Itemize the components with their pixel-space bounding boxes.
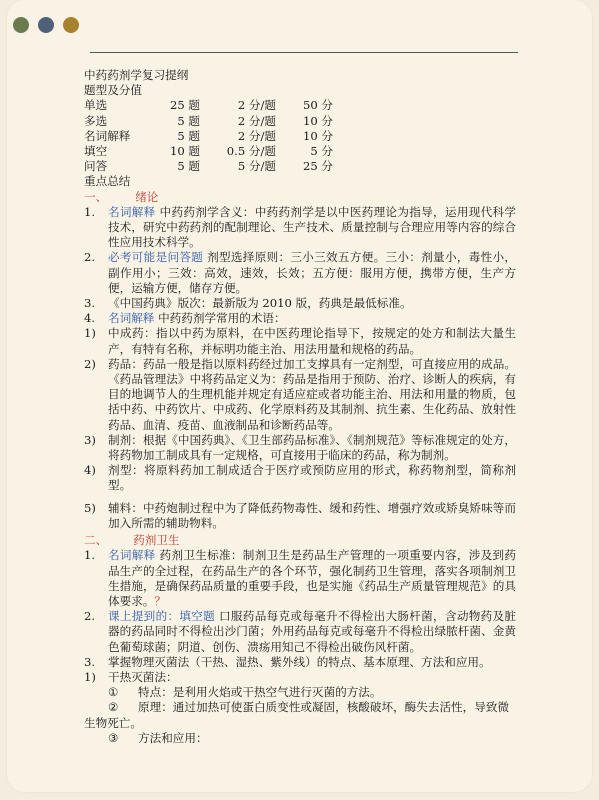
- control-dot-gold[interactable]: [63, 17, 79, 33]
- section-heading-2: 二、 药剂卫生: [84, 533, 180, 548]
- table-cell: 10 题: [169, 144, 200, 159]
- table-cell: 0.5 分/题: [226, 144, 276, 159]
- window-controls: [13, 17, 79, 33]
- terms-list: [84, 326, 516, 531]
- circled-item: ① 特点：是利用火焰或干热空气进行灭菌的方法。: [108, 685, 382, 700]
- tag-label: 名词解释: [108, 204, 156, 219]
- table-cell: 2 分/题: [237, 98, 276, 113]
- table-cell: 问答: [84, 159, 108, 174]
- table-cell: 10 分: [302, 128, 333, 143]
- term-item: 5) 辅料：中药炮制过程中为了降低药物毒性、缓和药性、增强疗效或矫臭矫味等而加入所需的辅助物料。: [84, 500, 516, 530]
- tag-label: 必考可能是问答题: [108, 250, 204, 265]
- table-cell: 单选: [84, 98, 108, 113]
- table-row: [84, 114, 333, 129]
- list-item: 3. 《中国药典》版次：最新版为 2010 版，药典是最低标准。: [84, 296, 412, 311]
- score-header: 题型及分值: [84, 83, 142, 98]
- circled-item: ③ 方法和应用：: [108, 730, 208, 745]
- table-cell: 5 分: [310, 144, 333, 159]
- tag-label: 名词解释: [108, 548, 156, 563]
- table-row: [84, 144, 333, 159]
- list-item: 2. 必考可能是问答题 剂型选择原则：三小三效五方便。三小：剂量小，毒性小，副作用小；三效：高效，速效，长效；五方便：服用方便，携带方便，生产方便，运输方便，储存方便。: [84, 250, 516, 295]
- question-mark: ？: [154, 593, 166, 608]
- table-cell: 5 题: [177, 113, 200, 128]
- table-cell: 填空: [84, 144, 108, 159]
- tag-label: 名词解释: [108, 311, 155, 326]
- table-cell: 2 分/题: [237, 128, 276, 143]
- list-item: 1. 名词解释 药剂卫生标准：制剂卫生是药品生产管理的一项重要内容，涉及到药品生产的全过程，在药品生产的各个环节，强化制药卫生管理，落实各项制剂卫生措施，是确保药品质量的重要手段，也是实施《药品生产质量管理规范》的具体要求。？: [84, 548, 516, 608]
- tag-label: 课上提到的：填空题: [108, 609, 216, 624]
- table-cell: 5 题: [177, 159, 200, 174]
- table-cell: 5 分/题: [237, 159, 276, 174]
- term-item: 4) 剂型：将原料药加工制成适合于医疗或预防应用的形式，称药物剂型，简称剂型。: [84, 463, 516, 493]
- document-body: [84, 68, 516, 746]
- term-item: 3) 制剂：根据《中国药典》、《卫生部药品标准》、《制剂规范》等标准规定的处方，将药物加工制成具有一定规格，可直接用于临床的药品，称为制剂。: [84, 432, 516, 463]
- table-cell: 25 分: [302, 159, 333, 174]
- table-cell: 10 分: [302, 113, 333, 128]
- list-item: 4. 名词解释 中药药剂学常用的术语：: [84, 311, 286, 326]
- score-table: [84, 98, 333, 174]
- document-title: 中药药剂学复习提纲: [84, 68, 189, 82]
- section-heading-1: 一、 绪论: [84, 189, 159, 204]
- table-cell: 2 分/题: [237, 113, 276, 128]
- table-row: [84, 159, 333, 174]
- term-item: 2) 药品：药品一般是指以原料药经过加工支撑具有一定剂型，可直接应用的成品。《药品管理法》中将药品定义为：药品是指用于预防、治疗、诊断人的疾病，有目的地调节人的生理机能并规定有适应症或者功能主治、用法和用量的物质，包括中药、中药饮片、中成药、化学原料药及其制剂、抗生素、生化药品、放射性药品、血清、疫苗、血液制品和诊断药品等。: [84, 356, 516, 432]
- circled-item: ② 原理：通过加热可使蛋白质变性或凝固，核酸破坏，酶失去活性，导致微生物死亡。: [84, 700, 510, 730]
- list-item: 1. 名词解释 中药药剂学含义：中药药剂学是以中医药理论为指导，运用现代科学技术，研究中药药剂的配制理论、生产技术、质量控制与合理应用等内容的综合性应用技术科学。: [84, 204, 516, 250]
- table-row: [84, 129, 333, 144]
- list-item: 1) 干热灭菌法：: [84, 669, 178, 684]
- control-dot-blue[interactable]: [38, 17, 54, 33]
- table-row: [84, 98, 333, 113]
- list-item: 2. 课上提到的：填空题 口服药品每克或每毫升不得检出大肠杆菌，含动物药及脏器的药品同时不得检出沙门菌；外用药品每克或每毫升不得检出绿脓杆菌、金黄色葡萄球菌；阴道、创伤、溃疡用知己不得检出破伤风杆菌。: [84, 609, 516, 654]
- list-item: 3. 掌握物理灭菌法（干热、湿热、紫外线）的特点、基本原理、方法和应用。: [84, 654, 491, 669]
- table-cell: 50 分: [302, 98, 333, 113]
- control-dot-green[interactable]: [13, 17, 29, 33]
- circled-list: [84, 685, 516, 746]
- table-cell: 5 题: [177, 128, 200, 143]
- table-cell: 25 题: [169, 98, 200, 113]
- header-divider: [90, 52, 518, 53]
- summary-heading: 重点总结: [84, 174, 131, 189]
- table-cell: 多选: [84, 113, 108, 128]
- table-cell: 名词解释: [84, 128, 131, 143]
- term-item: 1) 中成药：指以中药为原料，在中医药理论指导下，按规定的处方和制法大量生产，有特有名称，并标明功能主治、用法用量和规格的药品。: [84, 326, 516, 356]
